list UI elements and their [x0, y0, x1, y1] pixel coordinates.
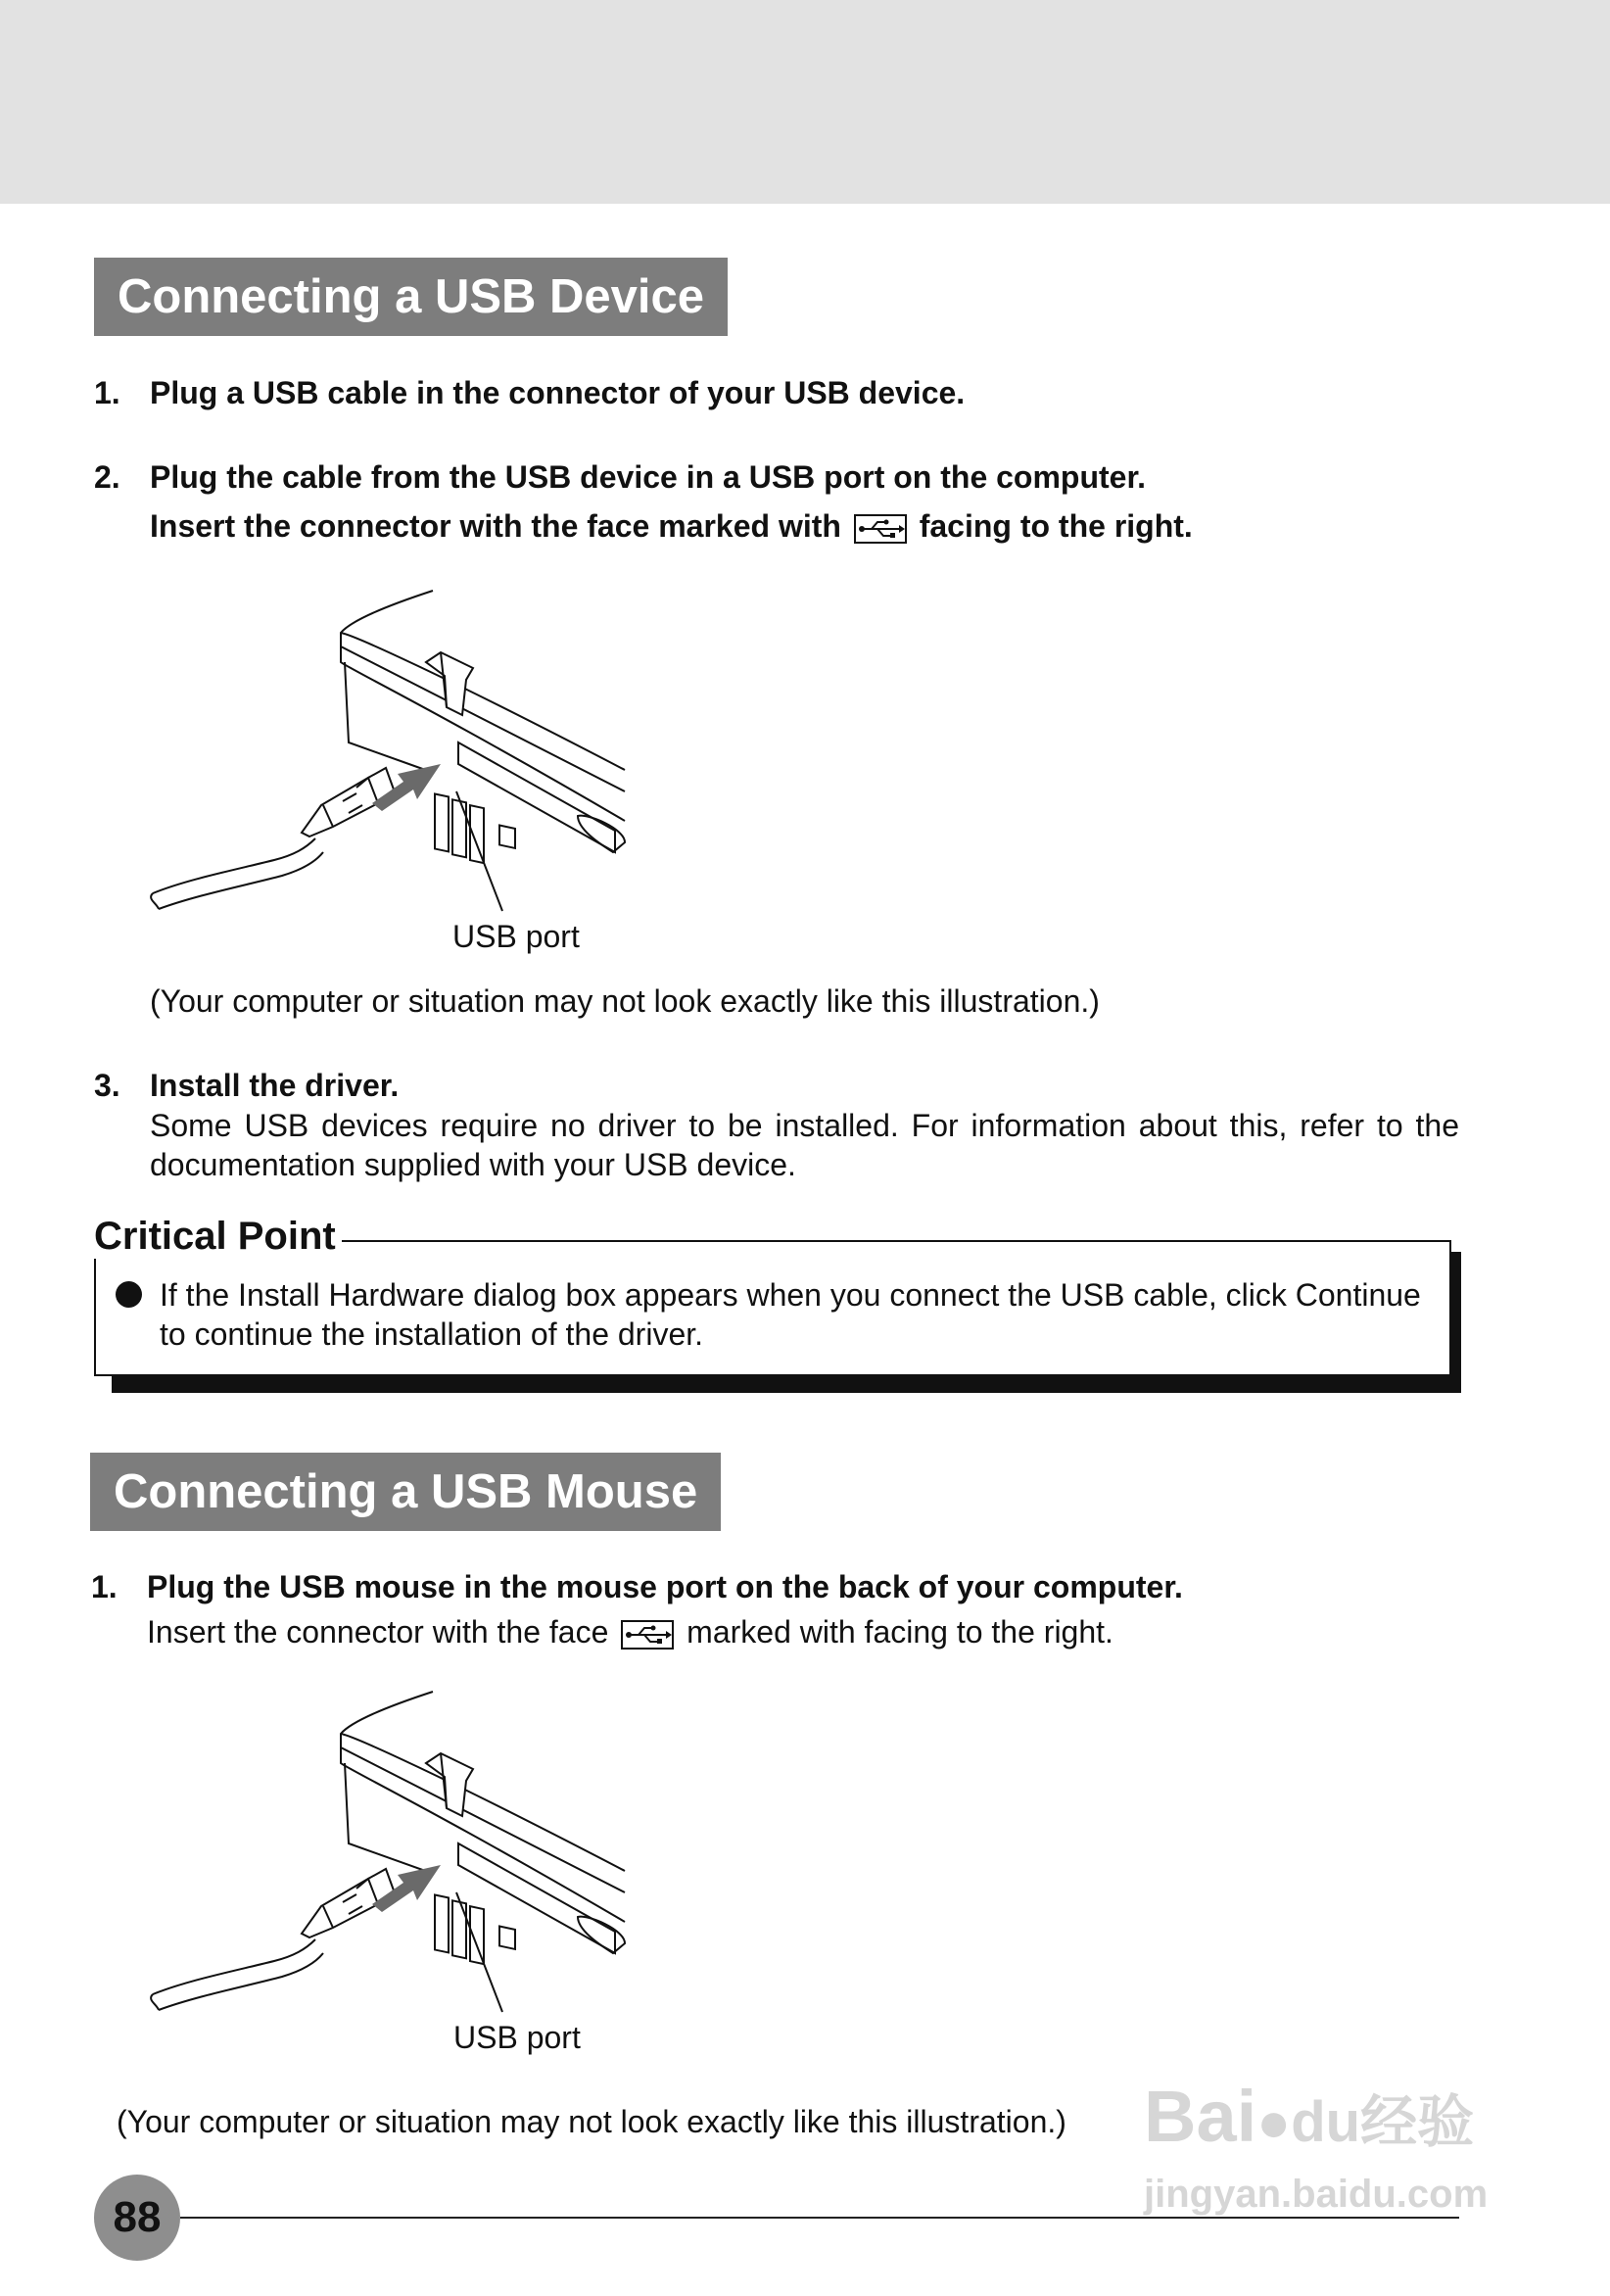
page-number: 88 — [94, 2175, 180, 2261]
usb-mouse-connection-illustration — [147, 1687, 637, 2049]
step-text: Plug a USB cable in the connector of your USB device. — [150, 375, 966, 410]
step-text: Plug the cable from the USB device in a USB port on the computer. — [150, 459, 1147, 495]
paw-icon: ● — [1256, 2090, 1292, 2154]
baidu-watermark — [1144, 2075, 1474, 2158]
usb-connection-illustration — [147, 586, 637, 948]
footer-rule — [180, 2217, 1459, 2219]
watermark-cn: 经验 — [1360, 2090, 1475, 2154]
watermark-url: jingyan.baidu.com — [1144, 2173, 1489, 2216]
usb-symbol-icon — [854, 514, 907, 544]
critical-point-line-1: If the Install Hardware dialog box appears when you connect the USB cable, click Continue — [160, 1277, 1421, 1313]
step-3 — [94, 1068, 400, 1104]
watermark-du: du — [1291, 2090, 1361, 2154]
watermark-brand: Bai — [1144, 2076, 1257, 2157]
figure-label-usb-port: USB port — [452, 919, 580, 954]
instruction-post: facing to the right. — [919, 508, 1193, 544]
critical-point-line-2: to continue the installation of the driver. — [160, 1316, 704, 1352]
step-text: Plug the USB mouse in the mouse port on the back of your computer. — [147, 1569, 1183, 1604]
step-2 — [94, 459, 1147, 496]
section-title-usb-device: Connecting a USB Device — [94, 258, 728, 336]
instruction-pre: Insert the connector with the face — [147, 1614, 609, 1650]
step-2-instruction — [150, 508, 1193, 545]
bullet-icon — [116, 1281, 142, 1308]
step-3-description: Some USB devices require no driver to be installed. For information about this, refer to the documentation supplied with your USB device. — [150, 1108, 1459, 1182]
step-1 — [94, 375, 966, 411]
mouse-step-1 — [91, 1569, 1183, 1605]
usb-symbol-icon — [621, 1620, 674, 1650]
step-number: 2. — [94, 459, 120, 495]
critical-point-title: Critical Point — [94, 1215, 342, 1259]
header-band — [0, 0, 1610, 204]
figure-label-usb-port: USB port — [453, 2020, 581, 2055]
step-number: 3. — [94, 1068, 120, 1103]
step-number: 1. — [91, 1569, 118, 1604]
illustration-caption: (Your computer or situation may not look exactly like this illustration.) — [150, 983, 1100, 1019]
instruction-pre: Insert the connector with the face marked with — [150, 508, 841, 544]
instruction-post: marked with facing to the right. — [687, 1614, 1113, 1650]
mouse-step-1-instruction — [147, 1614, 1113, 1650]
section-title-usb-mouse: Connecting a USB Mouse — [90, 1453, 721, 1531]
step-number: 1. — [94, 375, 120, 410]
step-text: Install the driver. — [150, 1068, 400, 1103]
illustration-caption: (Your computer or situation may not look exactly like this illustration.) — [117, 2104, 1066, 2139]
